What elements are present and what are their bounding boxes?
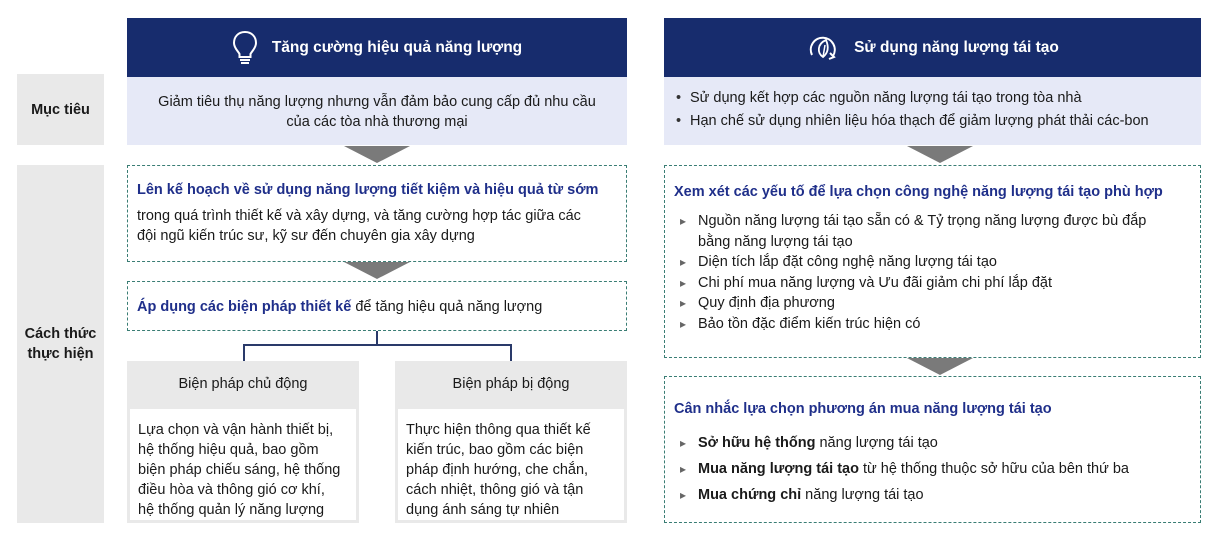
purchase-box (664, 376, 1201, 523)
passive-line-4: cách nhiệt, thông gió và tận (406, 482, 584, 498)
factor-item-1-line2: bằng năng lượng tái tạo (698, 233, 853, 250)
active-measure-title: Biện pháp chủ động (178, 375, 308, 392)
passive-line-2: kiến trúc, bao gồm các biện (406, 442, 584, 458)
active-line-5: hệ thống quản lý năng lượng (138, 502, 325, 518)
apply-design-bold: Áp dụng các biện pháp thiết kế (137, 299, 352, 315)
connector-vertical-main (376, 331, 378, 345)
plan-line1: trong quá trình thiết kế và xây dựng, và tăng cường hợp tác giữa các (137, 208, 581, 224)
purchase-item-3-rest: năng lượng tái tạo (801, 487, 924, 503)
active-line-3: biện pháp chiếu sáng, hệ thống (138, 462, 341, 478)
left-arrow-2 (344, 262, 410, 279)
purchase-item-2 (674, 456, 1190, 482)
active-line-4: điều hòa và thông gió cơ khí, (138, 482, 325, 498)
purchase-item-2-bold: Mua năng lượng tái tạo (698, 461, 859, 477)
right-header (664, 18, 1201, 77)
left-goal-box (127, 77, 627, 145)
method-row-label-line1: Cách thức (24, 326, 97, 342)
passive-measure-box (395, 406, 627, 523)
plan-title: Lên kế hoạch về sử dụng năng lượng tiết kiệm và hiệu quả từ sớm (137, 182, 599, 198)
plan-line2: đội ngũ kiến trúc sư, kỹ sư đến chuyên gia xây dựng (137, 228, 475, 244)
left-goal-line2: của các tòa nhà thương mại (286, 114, 468, 130)
lightbulb-icon (232, 30, 258, 66)
apply-design-rest: để tăng hiệu quả năng lượng (351, 299, 543, 315)
connector-horizontal (243, 344, 511, 346)
method-row-label (17, 165, 104, 523)
factor-item-5: ▸ Bảo tồn đặc điểm kiến trúc hiện có (674, 314, 1190, 335)
left-arrow-1 (344, 146, 410, 163)
purchase-item-3 (674, 482, 1190, 508)
purchase-item-2-rest: từ hệ thống thuộc sở hữu của bên thứ ba (858, 461, 1129, 477)
passive-line-3: pháp định hướng, che chắn, (406, 462, 589, 478)
right-goal-box (664, 77, 1201, 145)
right-arrow-1 (907, 146, 973, 163)
active-line-2: hệ thống hiệu quả, bao gồm (138, 442, 319, 458)
left-goal-line1: Giảm tiêu thụ năng lượng nhưng vẫn đảm bảo cung cấp đủ nhu cầu (158, 94, 596, 110)
apply-design-box (127, 281, 627, 331)
renewable-leaf-icon (806, 31, 840, 65)
right-header-title: Sử dụng năng lượng tái tạo (854, 38, 1059, 56)
right-arrow-2 (907, 358, 973, 375)
active-line-1: Lựa chọn và vận hành thiết bị, (138, 422, 334, 438)
passive-line-1: Thực hiện thông qua thiết kế (406, 422, 591, 438)
purchase-item-1-rest: năng lượng tái tạo (815, 435, 938, 451)
factors-box (664, 165, 1201, 358)
purchase-title: Cân nhắc lựa chọn phương án mua năng lượng tái tạo (674, 401, 1052, 417)
purchase-item-1-bold: Sở hữu hệ thống (698, 435, 816, 451)
factors-title: Xem xét các yếu tố để lựa chọn công nghệ năng lượng tái tạo phù hợp (674, 184, 1163, 200)
passive-line-5: dụng ánh sáng tự nhiên (406, 502, 560, 518)
active-measure-box (127, 406, 359, 523)
left-header (127, 18, 627, 77)
factor-item-2: ▸ Diện tích lắp đặt công nghệ năng lượng tái tạo (674, 252, 1190, 273)
passive-measure-title-box (395, 361, 627, 406)
plan-box (127, 165, 627, 262)
right-goal-item-1: • Sử dụng kết hợp các nguồn năng lượng tái tạo trong tòa nhà (672, 87, 1201, 110)
right-goal-item-2: • Hạn chế sử dụng nhiên liệu hóa thạch để giảm lượng phát thải các-bon (672, 110, 1201, 133)
passive-measure-title: Biện pháp bị động (452, 375, 570, 392)
factor-item-1-line1: ▸ Nguồn năng lượng tái tạo sẵn có & Tỷ trọng năng lượng được bù đắp (698, 213, 1147, 229)
factor-item-1 (674, 211, 1190, 252)
purchase-item-1 (674, 430, 1190, 456)
factor-item-4: ▸ Quy định địa phương (674, 293, 1190, 314)
connector-right-drop (510, 344, 512, 361)
goal-row-label-text: Mục tiêu (31, 101, 90, 118)
goal-row-label (17, 74, 104, 145)
method-row-label-line2: thực hiện (27, 346, 94, 362)
factor-item-3: ▸ Chi phí mua năng lượng và Ưu đãi giảm chi phí lắp đặt (674, 273, 1190, 294)
left-header-title: Tăng cường hiệu quả năng lượng (271, 38, 523, 56)
connector-left-drop (243, 344, 245, 361)
active-measure-title-box (127, 361, 359, 406)
purchase-item-3-bold: Mua chứng chỉ (698, 487, 802, 503)
